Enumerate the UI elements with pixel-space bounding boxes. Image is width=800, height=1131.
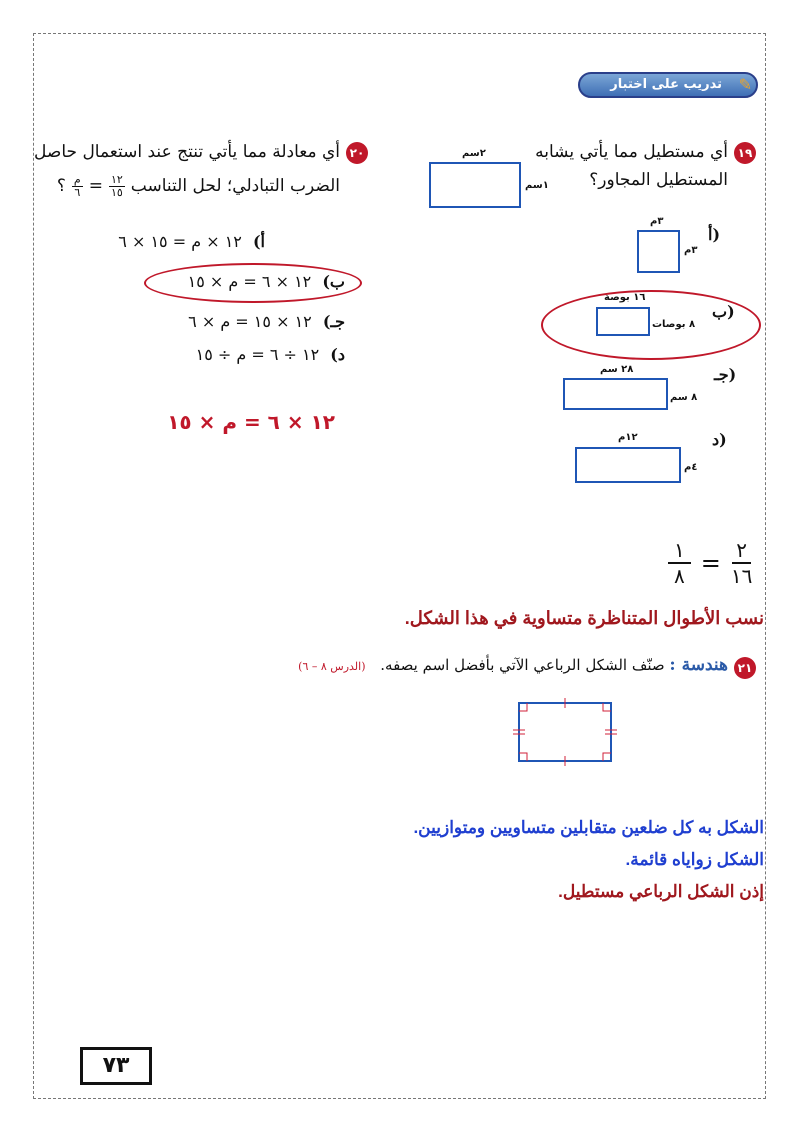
- q19-option-a-side: ٣م: [684, 245, 698, 256]
- q20-line2-text: الضرب التبادلي؛ لحل التناسب: [130, 176, 340, 196]
- page-number: ٧٣: [102, 1053, 130, 1078]
- q19-ref-height: ١سم: [525, 180, 549, 191]
- q19-option-c-letter: جـ): [714, 365, 737, 384]
- answer-line-2: الشكل زواياه قائمة.: [625, 850, 764, 869]
- q20-option-c-expr: ١٢ × ١٥ = م × ٦: [188, 312, 312, 331]
- q20-option-b-letter: ب): [322, 272, 345, 291]
- ratio-left-fraction: [668, 538, 691, 588]
- question-21-line: [298, 655, 728, 675]
- q21-title: هندسة :: [669, 655, 728, 675]
- q20-fraction-b-den: ٦: [74, 185, 81, 199]
- q21-text: صنّف الشكل الرباعي الآتي بأفضل اسم يصفه.: [380, 656, 665, 674]
- q19-option-a-top: ٣م: [650, 216, 664, 227]
- q19-option-a-rectangle: [637, 230, 680, 273]
- q20-option-b: [188, 272, 345, 291]
- ratio-right-fraction: [731, 538, 752, 588]
- q21-lesson-ref: (الدرس ٨ – ٦): [298, 660, 366, 673]
- q20-fraction-a-num: ١٢: [110, 172, 123, 186]
- q20-option-d: [196, 345, 345, 364]
- question-20-line2: [57, 172, 340, 200]
- q20-option-a-letter: أ): [252, 232, 265, 251]
- q19-option-b-side: ٨ بوصات: [652, 319, 696, 330]
- q19-option-b-highlight: [541, 290, 761, 360]
- question-19-text: أي مستطيل مما يأتي يشابه المستطيل المجاور؟: [535, 142, 728, 190]
- q20-option-c-letter: جـ): [322, 312, 345, 331]
- q20-option-c: [188, 312, 345, 331]
- q19-option-d-top: ١٢م: [618, 432, 638, 443]
- q19-option-c-rectangle: [563, 378, 668, 410]
- statement: نسب الأطوال المتناظرة متساوية في هذا الشكل.: [404, 608, 764, 628]
- page-number-box: [80, 1047, 152, 1085]
- ratio-left-den: ٨: [674, 564, 685, 588]
- q19-option-b-letter: ب): [712, 302, 735, 321]
- pencil-icon: ✎: [738, 75, 752, 94]
- q19-option-a-letter: أ): [708, 225, 721, 244]
- q20-equals: =: [88, 176, 103, 196]
- q19-option-b-top: ١٦ بوصة: [604, 292, 646, 303]
- question-19-number: ١٩: [734, 142, 756, 164]
- ratio-equals: =: [700, 549, 721, 577]
- q20-fraction-a-den: ١٥: [110, 185, 123, 199]
- ratio-equation: [668, 538, 752, 588]
- q19-reference-rectangle: [429, 162, 521, 208]
- answer-line-1: الشكل به كل ضلعين متقابلين متساويين ومتوازيين.: [413, 818, 764, 837]
- q20-fraction-b-num: م: [73, 172, 81, 186]
- ratio-right-den: ١٦: [730, 564, 753, 588]
- answer-line-3: إذن الشكل الرباعي مستطيل.: [558, 882, 764, 901]
- question-21-number: ٢١: [734, 657, 756, 679]
- q19-option-d-letter: د): [712, 430, 727, 449]
- ratio-left-num: ١: [668, 538, 691, 564]
- q20-option-a-expr: ١٢ × م = ١٥ × ٦: [118, 232, 242, 251]
- q20-option-a: [118, 232, 265, 251]
- q20-option-d-letter: د): [330, 345, 345, 364]
- practice-banner: [578, 72, 758, 98]
- q20-fraction-b: [72, 174, 83, 199]
- q19-option-b-rectangle: [596, 307, 650, 336]
- q19-option-d-side: ٤م: [684, 462, 698, 473]
- q21-rectangle-figure: [510, 696, 620, 770]
- q19-option-d-rectangle: [575, 447, 681, 483]
- question-20-line1: أي معادلة مما يأتي تنتج عند استعمال حاصل: [34, 142, 340, 162]
- q19-option-c-top: ٢٨ سم: [600, 364, 634, 375]
- banner-label: تدريب على اختبار: [610, 77, 722, 92]
- q20-fraction-a: [109, 174, 125, 199]
- q20-option-b-expr: ١٢ × ٦ = م × ١٥: [187, 272, 312, 291]
- ratio-right-num: ٢: [732, 538, 751, 564]
- q19-option-c-side: ٨ سم: [670, 392, 698, 403]
- q20-answer: ١٢ × ٦ = م × ١٥: [167, 410, 335, 434]
- question-20-number: ٢٠: [346, 142, 368, 164]
- q20-question-mark: ؟: [56, 176, 66, 196]
- q19-ref-width: ٢سم: [462, 148, 486, 159]
- q20-option-d-expr: ١٢ ÷ ٦ = م ÷ ١٥: [195, 345, 320, 364]
